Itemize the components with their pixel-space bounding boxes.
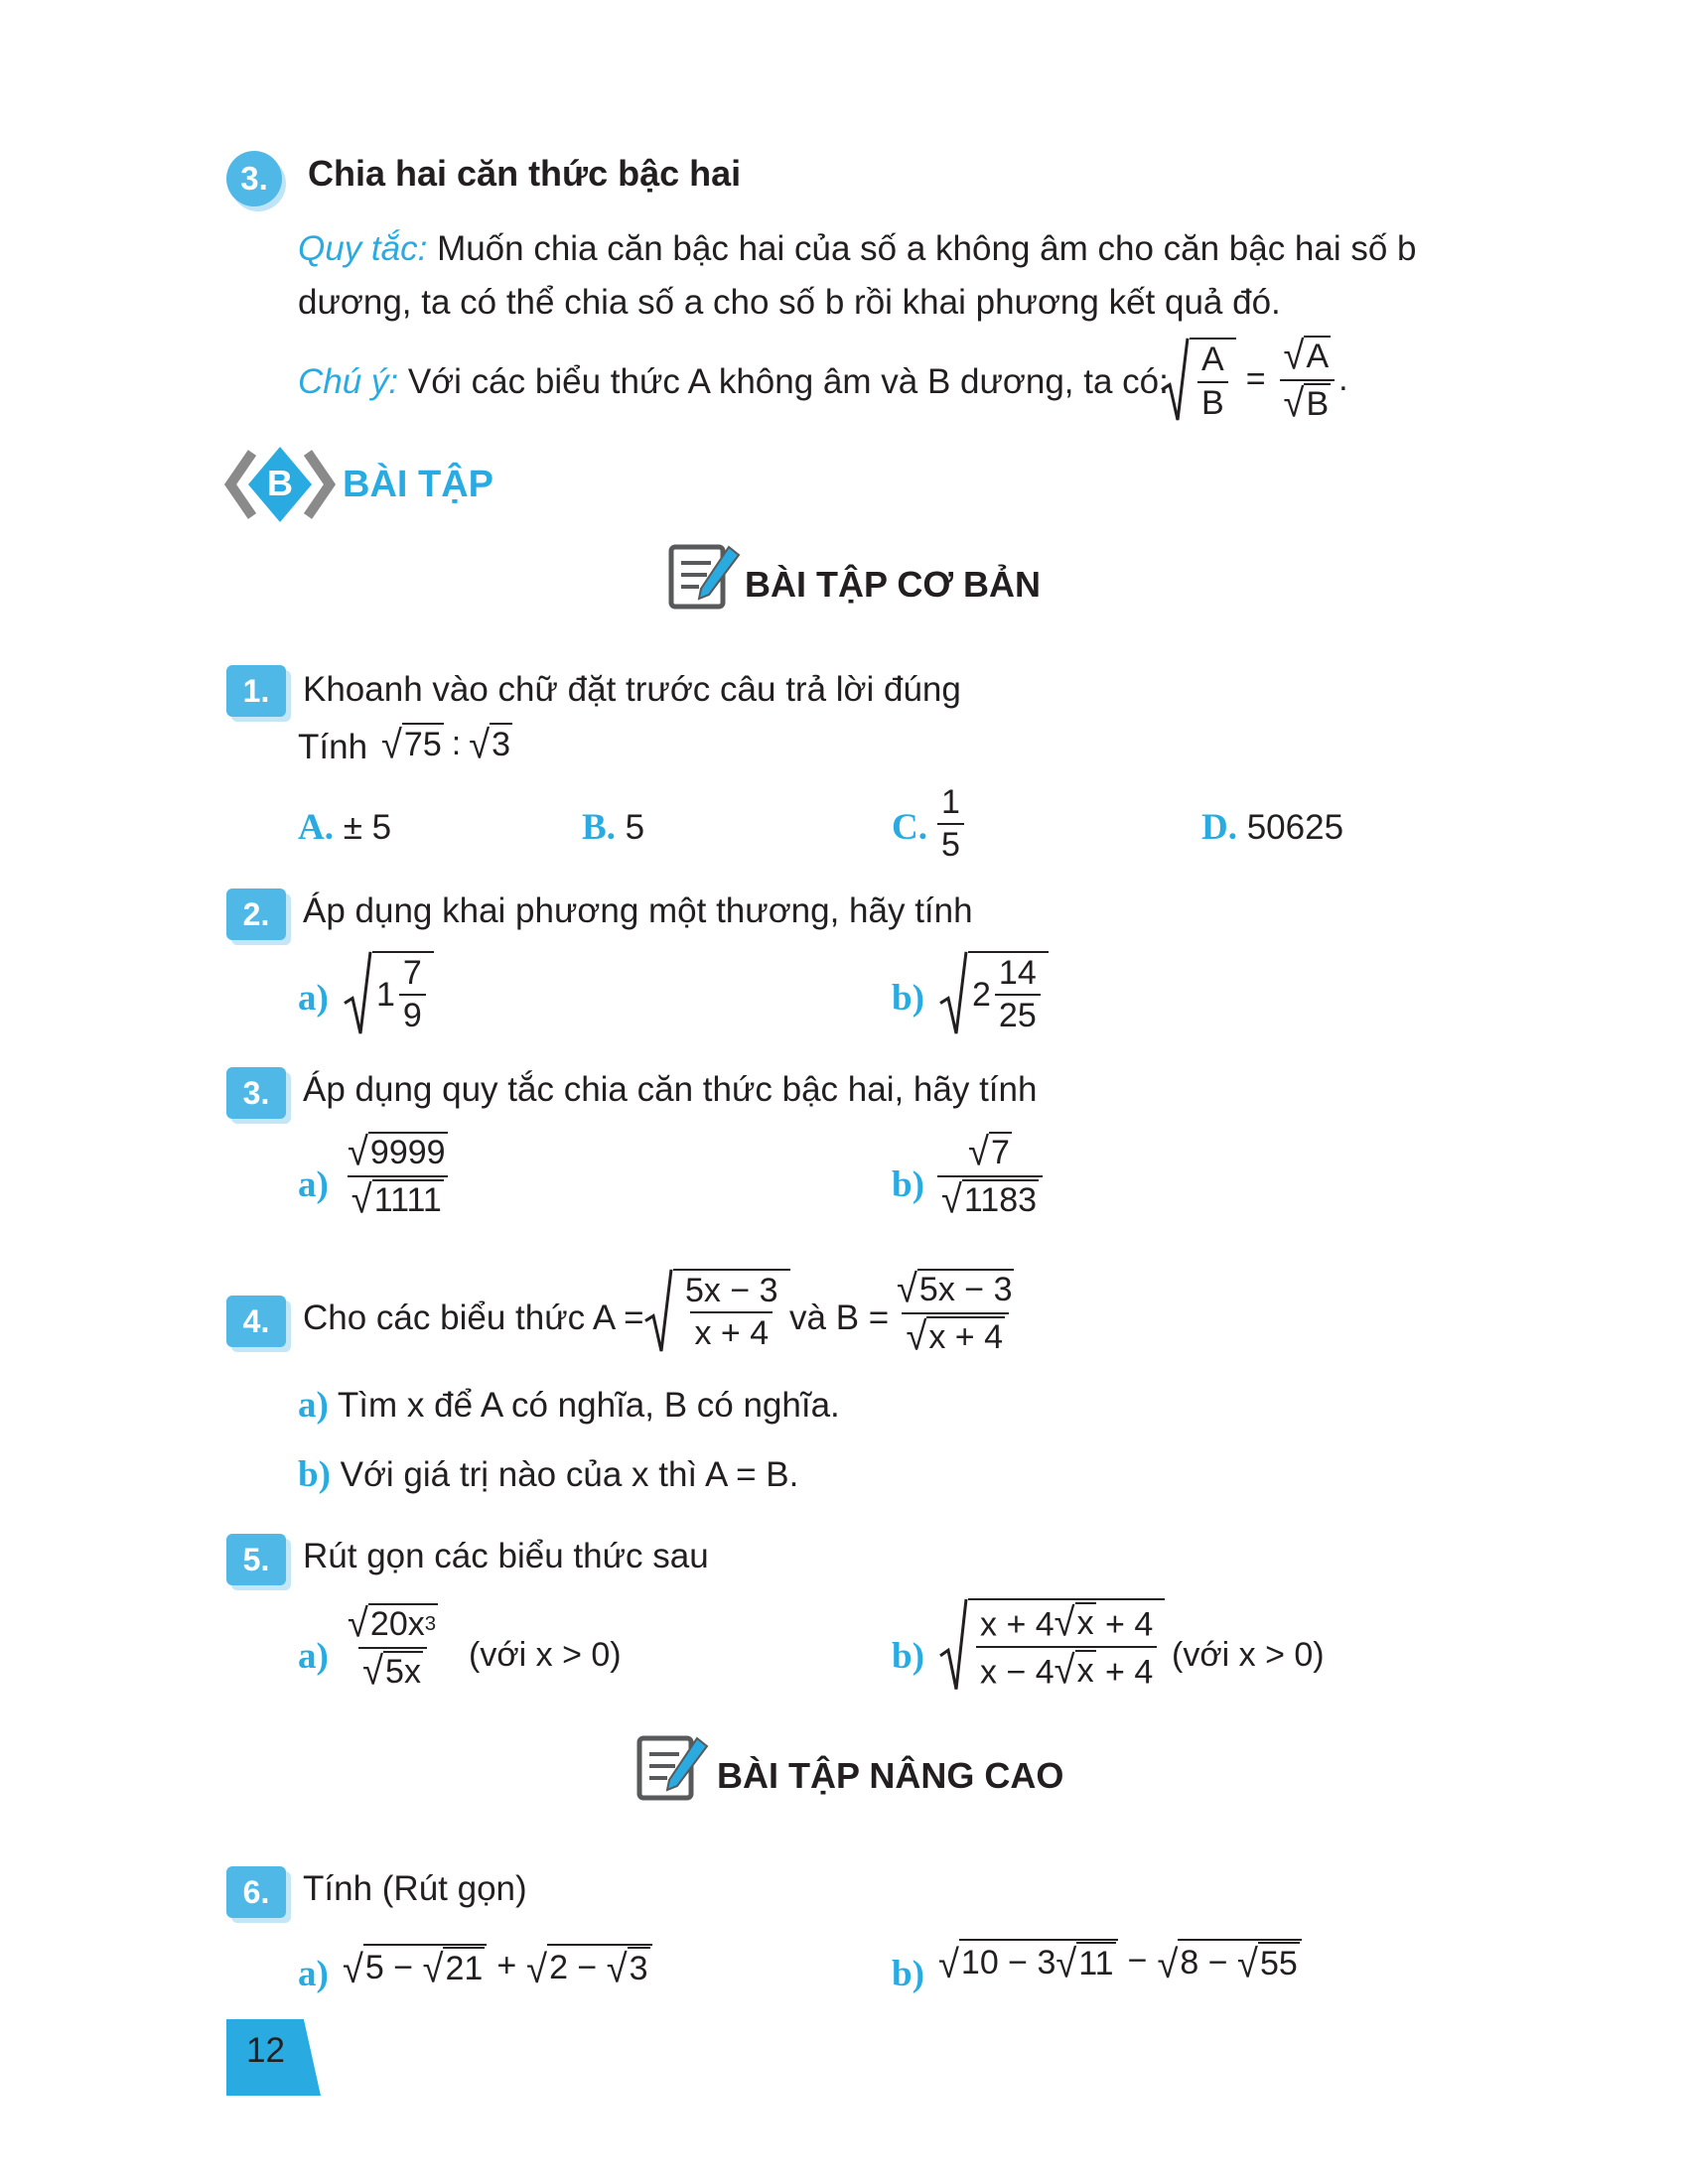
ex5-b-condition: (với x > 0) (1172, 1636, 1325, 1674)
ex2-b-label: b) (892, 978, 924, 1019)
ex1-radicand-a: 75 (402, 723, 444, 764)
ex3-b-label: b) (892, 1164, 924, 1205)
ex6-b-r2: 55 (1258, 1942, 1300, 1983)
ex6-a-p1: 5 − (364, 1948, 414, 1986)
ex1-colon: : (451, 724, 462, 762)
ex2-a-den: 9 (399, 994, 426, 1034)
note-label: Chú ý: (298, 362, 399, 401)
formula-rhs: √ A √ B (1280, 336, 1336, 424)
rule-label: Quy tắc: (298, 229, 428, 268)
ex2-a-num: 7 (402, 954, 422, 992)
ex4-a-label: a) (298, 1385, 329, 1426)
exercise-4-prompt: Cho các biểu thức A = (303, 1298, 644, 1337)
section-number: 3. (240, 160, 268, 197)
ex3-a-num: 9999 (369, 1134, 446, 1171)
basic-heading: BÀI TẬP CƠ BẢN (745, 564, 1042, 605)
ex6-b-label: b) (892, 1954, 924, 1994)
notepad-pencil-icon (635, 1732, 713, 1804)
ex4-a-den: x + 4 (690, 1311, 773, 1352)
option-a[interactable] (298, 804, 391, 852)
ex2-a-expression (343, 951, 434, 1035)
ex5-a-den: 5x (385, 1652, 421, 1691)
exercise-1-prompt: Khoanh vào chữ đặt trước câu trả lời đúng (303, 670, 961, 709)
ex4-b-text: Với giá trị nào của x thì A = B. (340, 1455, 799, 1494)
ex3-b-den: 1183 (963, 1180, 1038, 1219)
ex5-b-num-rad: x (1076, 1604, 1094, 1642)
ex3-a-den: 1111 (373, 1180, 442, 1219)
ex2-b-den: 25 (995, 994, 1041, 1034)
option-d-letter: D. (1201, 807, 1237, 848)
ex5-b-num-post: + 4 (1105, 1605, 1154, 1644)
ex6-b-expression: √ 10 − 3 √ 11 − √ 8 − √ 55 (938, 1939, 1302, 1983)
formula-eq: = (1245, 360, 1266, 399)
option-b[interactable] (582, 804, 644, 852)
exercise-5-badge (226, 1534, 286, 1585)
ex4-a-num: 5x − 3 (685, 1272, 778, 1309)
ex5-a-expression: √ 20x 3 √ 5x (348, 1602, 437, 1695)
formula-rhs-a: A (1306, 338, 1330, 375)
ex5-b-den-post: + 4 (1105, 1653, 1154, 1692)
exercise-5-number: 5. (242, 1542, 270, 1577)
ex5-a-num: 20x (369, 1605, 425, 1643)
exercise-3-badge (226, 1067, 286, 1119)
exercise-4-and-b: và B = (789, 1298, 890, 1337)
ex4-b-label: b) (298, 1454, 331, 1495)
page-number: 12 (246, 2031, 285, 2070)
ex4-a-definition (643, 1269, 790, 1353)
note-text: Với các biểu thức A không âm và B dương, ta có: (407, 362, 1169, 401)
notepad-pencil-icon (667, 541, 745, 613)
ex6-b-r1: 11 (1076, 1942, 1115, 1983)
exercise-2-badge (226, 888, 286, 940)
option-b-letter: B. (582, 807, 616, 848)
exercise-4-number: 4. (242, 1303, 270, 1339)
exercise-1-badge (226, 665, 286, 717)
ex3-a-expression: √ 9999 √ 1111 (340, 1132, 456, 1220)
ex5-b-expression: x + 4 √ x + 4 x − 4 √ x + 4 (938, 1598, 1165, 1691)
ex5-a-label: a) (298, 1636, 329, 1677)
ex2-a-whole: 1 (376, 975, 395, 1014)
advanced-heading: BÀI TẬP NÂNG CAO (717, 1755, 1064, 1796)
formula-b: B (1197, 381, 1228, 422)
ex2-a-label: a) (298, 978, 329, 1019)
ex3-b-expression: √ 7 √ 1183 (933, 1132, 1047, 1220)
note-formula (1160, 335, 1348, 427)
ex6-a-p2: 2 − (549, 1948, 598, 1986)
option-a-value: ± 5 (343, 808, 392, 847)
ex6-a-r1: 21 (443, 1947, 485, 1988)
option-b-value: 5 (625, 808, 645, 847)
ex1-radicand-b: 3 (490, 723, 512, 764)
ex4-part-b (298, 1451, 798, 1499)
exercise-4-badge (226, 1296, 286, 1347)
ex6-a-expression: √ 5 − √ 21 + √ 2 − √ 3 (343, 1944, 652, 1988)
ex4-b-num: 5x − 3 (918, 1271, 1013, 1308)
exercise-2-prompt: Áp dụng khai phương một thương, hãy tính (303, 891, 973, 930)
ex6-a-label: a) (298, 1954, 329, 1994)
exercise-1-expression: √ 75 : √ 3 (381, 723, 511, 768)
part-b-title: BÀI TẬP (343, 464, 493, 505)
exercise-6-badge (226, 1866, 286, 1918)
ex2-b-whole: 2 (972, 975, 991, 1014)
section-number-badge (226, 151, 282, 206)
ex4-b-den: x + 4 (928, 1317, 1004, 1356)
option-c-letter: C. (892, 807, 927, 848)
option-c-den: 5 (937, 823, 964, 864)
exercise-3-number: 3. (242, 1075, 270, 1111)
option-c[interactable] (892, 804, 927, 852)
formula-rhs-b: B (1306, 384, 1330, 423)
ex6-b-p1: 10 − 3 (960, 1943, 1056, 1981)
section-title: Chia hai căn thức bậc hai (308, 153, 742, 194)
ex5-a-exp: 3 (424, 1613, 437, 1636)
part-b-letter: B (267, 463, 293, 503)
ex6-a-r2: 3 (628, 1947, 650, 1988)
exercise-1-calc-label: Tính (298, 728, 368, 766)
exercise-1-number: 1. (242, 673, 270, 709)
ex5-b-den-rad: x (1076, 1651, 1094, 1690)
exercise-2-number: 2. (242, 896, 270, 932)
ex3-b-num: 7 (991, 1134, 1010, 1171)
ex4-a-text: Tìm x để A có nghĩa, B có nghĩa. (337, 1386, 840, 1425)
ex4-part-a (298, 1382, 840, 1430)
option-d[interactable] (1201, 804, 1343, 852)
exercise-5-prompt: Rút gọn các biểu thức sau (303, 1537, 709, 1575)
option-c-num: 1 (941, 783, 960, 821)
option-a-letter: A. (298, 807, 334, 848)
ex2-b-num: 14 (998, 954, 1037, 992)
ex5-b-num-pre: x + 4 (980, 1605, 1055, 1644)
ex2-b-expression (938, 951, 1049, 1035)
formula-sqrt-fraction (1160, 338, 1236, 422)
exercise-3-prompt: Áp dụng quy tắc chia căn thức bậc hai, hãy tính (303, 1070, 1038, 1109)
rule-line-1 (298, 226, 1417, 272)
formula-period: . (1338, 360, 1348, 399)
ex6-b-minus: − (1127, 1942, 1148, 1979)
exercise-6-number: 6. (242, 1874, 270, 1910)
option-d-value: 50625 (1246, 808, 1344, 847)
ex5-b-label: b) (892, 1636, 924, 1677)
rule-line-2: dương, ta có thể chia số a cho số b rồi khai phương kết quả đó. (298, 283, 1281, 322)
formula-a: A (1201, 341, 1224, 379)
ex6-b-p2: 8 − (1180, 1943, 1228, 1981)
ex6-a-plus: + (496, 1947, 517, 1984)
ex5-a-condition: (với x > 0) (469, 1636, 622, 1674)
ex5-b-den-pre: x − 4 (980, 1653, 1055, 1692)
ex3-a-label: a) (298, 1164, 329, 1205)
rule-text-1: Muốn chia căn bậc hai của số a không âm cho căn bậc hai số b (437, 229, 1417, 268)
exercise-6-prompt: Tính (Rút gọn) (303, 1869, 527, 1908)
option-c-fraction (933, 784, 968, 865)
note-line (298, 359, 1169, 405)
ex4-b-definition: √ 5x − 3 √ x + 4 (897, 1268, 1013, 1360)
